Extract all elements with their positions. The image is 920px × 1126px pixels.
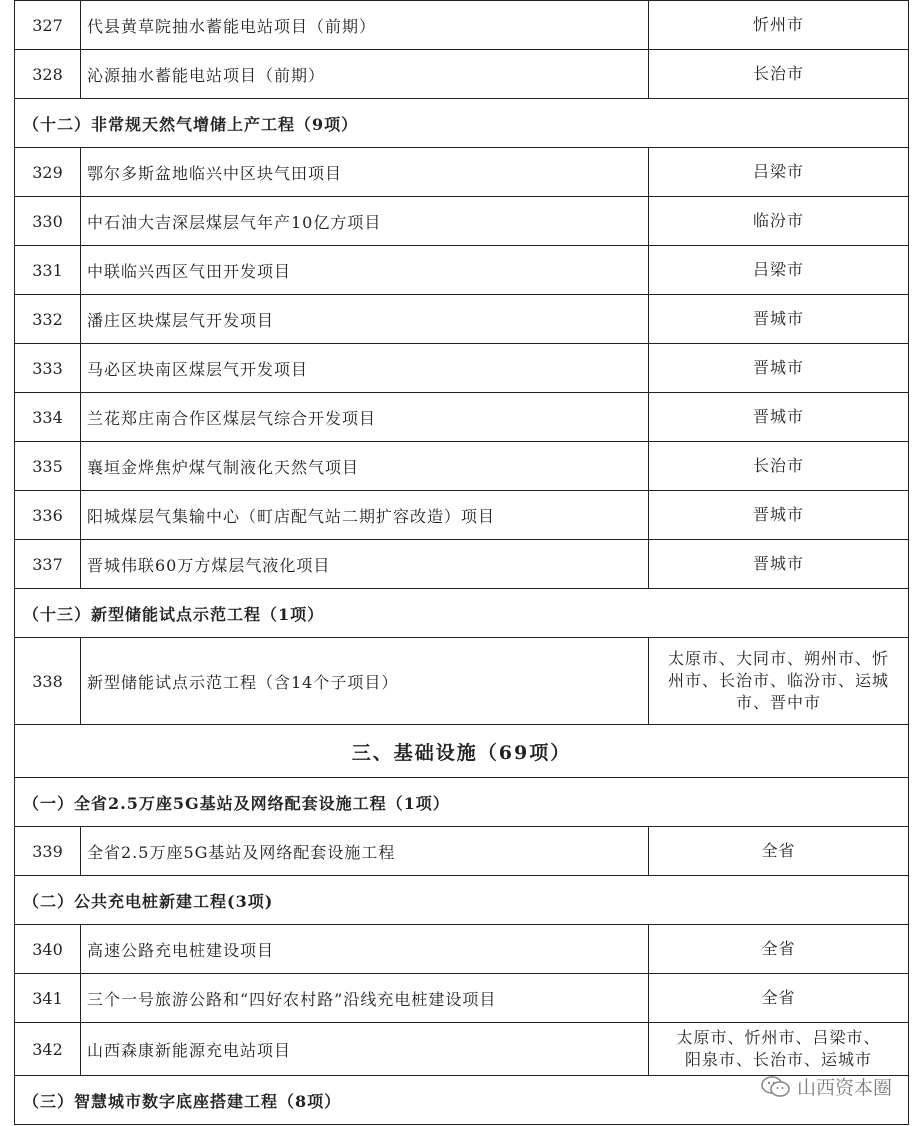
- row-number: 332: [15, 295, 81, 344]
- project-location: 晋城市: [649, 540, 909, 589]
- project-location: 长治市: [649, 442, 909, 491]
- table-row: [15, 197, 909, 246]
- row-number: 334: [15, 393, 81, 442]
- project-location: 晋城市: [649, 393, 909, 442]
- section-heading: （三）智慧城市数字底座搭建工程（8项）: [15, 1076, 909, 1125]
- section-row: [15, 99, 909, 148]
- row-number: 333: [15, 344, 81, 393]
- table-row: [15, 974, 909, 1023]
- row-number: 342: [15, 1023, 81, 1076]
- project-location: 长治市: [649, 50, 909, 99]
- table-row: [15, 295, 909, 344]
- project-name: 三个一号旅游公路和“四好农村路”沿线充电桩建设项目: [81, 974, 649, 1023]
- row-number: 340: [15, 925, 81, 974]
- project-name: 沁源抽水蓄能电站项目（前期）: [81, 50, 649, 99]
- project-location: 晋城市: [649, 344, 909, 393]
- project-name: 马必区块南区煤层气开发项目: [81, 344, 649, 393]
- project-location: 全省: [649, 827, 909, 876]
- row-number: 338: [15, 638, 81, 725]
- project-name: 高速公路充电桩建设项目: [81, 925, 649, 974]
- project-location: 太原市、忻州市、吕梁市、阳泉市、长治市、运城市: [649, 1023, 909, 1076]
- project-location: 吕梁市: [649, 246, 909, 295]
- section-row: [15, 778, 909, 827]
- row-number: 330: [15, 197, 81, 246]
- project-name: 中联临兴西区气田开发项目: [81, 246, 649, 295]
- table-row: [15, 50, 909, 99]
- section-heading: （一）全省2.5万座5G基站及网络配套设施工程（1项）: [15, 778, 909, 827]
- table-row: [15, 925, 909, 974]
- watermark: [761, 1073, 892, 1100]
- project-name: 襄垣金烨焦炉煤气制液化天然气项目: [81, 442, 649, 491]
- project-name: 兰花郑庄南合作区煤层气综合开发项目: [81, 393, 649, 442]
- project-location: 临汾市: [649, 197, 909, 246]
- row-number: 327: [15, 1, 81, 50]
- table-row: [15, 148, 909, 197]
- section-heading: （十三）新型储能试点示范工程（1项）: [15, 589, 909, 638]
- table-row: [15, 246, 909, 295]
- table-row: [15, 1, 909, 50]
- project-name: 晋城伟联60万方煤层气液化项目: [81, 540, 649, 589]
- project-location: 忻州市: [649, 1, 909, 50]
- table-row: [15, 491, 909, 540]
- row-number: 329: [15, 148, 81, 197]
- project-location: 晋城市: [649, 491, 909, 540]
- table-row: [15, 344, 909, 393]
- section-heading: （十二）非常规天然气增储上产工程（9项）: [15, 99, 909, 148]
- row-number: 331: [15, 246, 81, 295]
- project-name: 潘庄区块煤层气开发项目: [81, 295, 649, 344]
- row-number: 339: [15, 827, 81, 876]
- project-name: 山西森康新能源充电站项目: [81, 1023, 649, 1076]
- project-location: 晋城市: [649, 295, 909, 344]
- table-row: [15, 827, 909, 876]
- table-row: [15, 393, 909, 442]
- row-number: 335: [15, 442, 81, 491]
- table-row: [15, 638, 909, 725]
- section-row: [15, 876, 909, 925]
- table-row: [15, 442, 909, 491]
- section-heading: （二）公共充电桩新建工程(3项): [15, 876, 909, 925]
- table-row: [15, 540, 909, 589]
- section-row: [15, 589, 909, 638]
- row-number: 341: [15, 974, 81, 1023]
- project-name: 中石油大吉深层煤层气年产10亿方项目: [81, 197, 649, 246]
- row-number: 328: [15, 50, 81, 99]
- project-name: 新型储能试点示范工程（含14个子项目）: [81, 638, 649, 725]
- project-table: [14, 0, 909, 1125]
- project-location: 太原市、大同市、朔州市、忻州市、长治市、临汾市、运城市、晋中市: [649, 638, 909, 725]
- project-name: 鄂尔多斯盆地临兴中区块气田项目: [81, 148, 649, 197]
- project-name: 阳城煤层气集输中心（町店配气站二期扩容改造）项目: [81, 491, 649, 540]
- wechat-icon: [761, 1075, 791, 1099]
- table-row: [15, 1023, 909, 1076]
- row-number: 337: [15, 540, 81, 589]
- row-number: 336: [15, 491, 81, 540]
- project-location: 吕梁市: [649, 148, 909, 197]
- major-section-row: [15, 725, 909, 778]
- project-location: 全省: [649, 925, 909, 974]
- major-section-heading: 三、基础设施（69项）: [15, 725, 909, 778]
- project-location: 全省: [649, 974, 909, 1023]
- project-name: 代县黄草院抽水蓄能电站项目（前期）: [81, 1, 649, 50]
- project-name: 全省2.5万座5G基站及网络配套设施工程: [81, 827, 649, 876]
- watermark-text: 山西资本圈: [796, 1077, 892, 1099]
